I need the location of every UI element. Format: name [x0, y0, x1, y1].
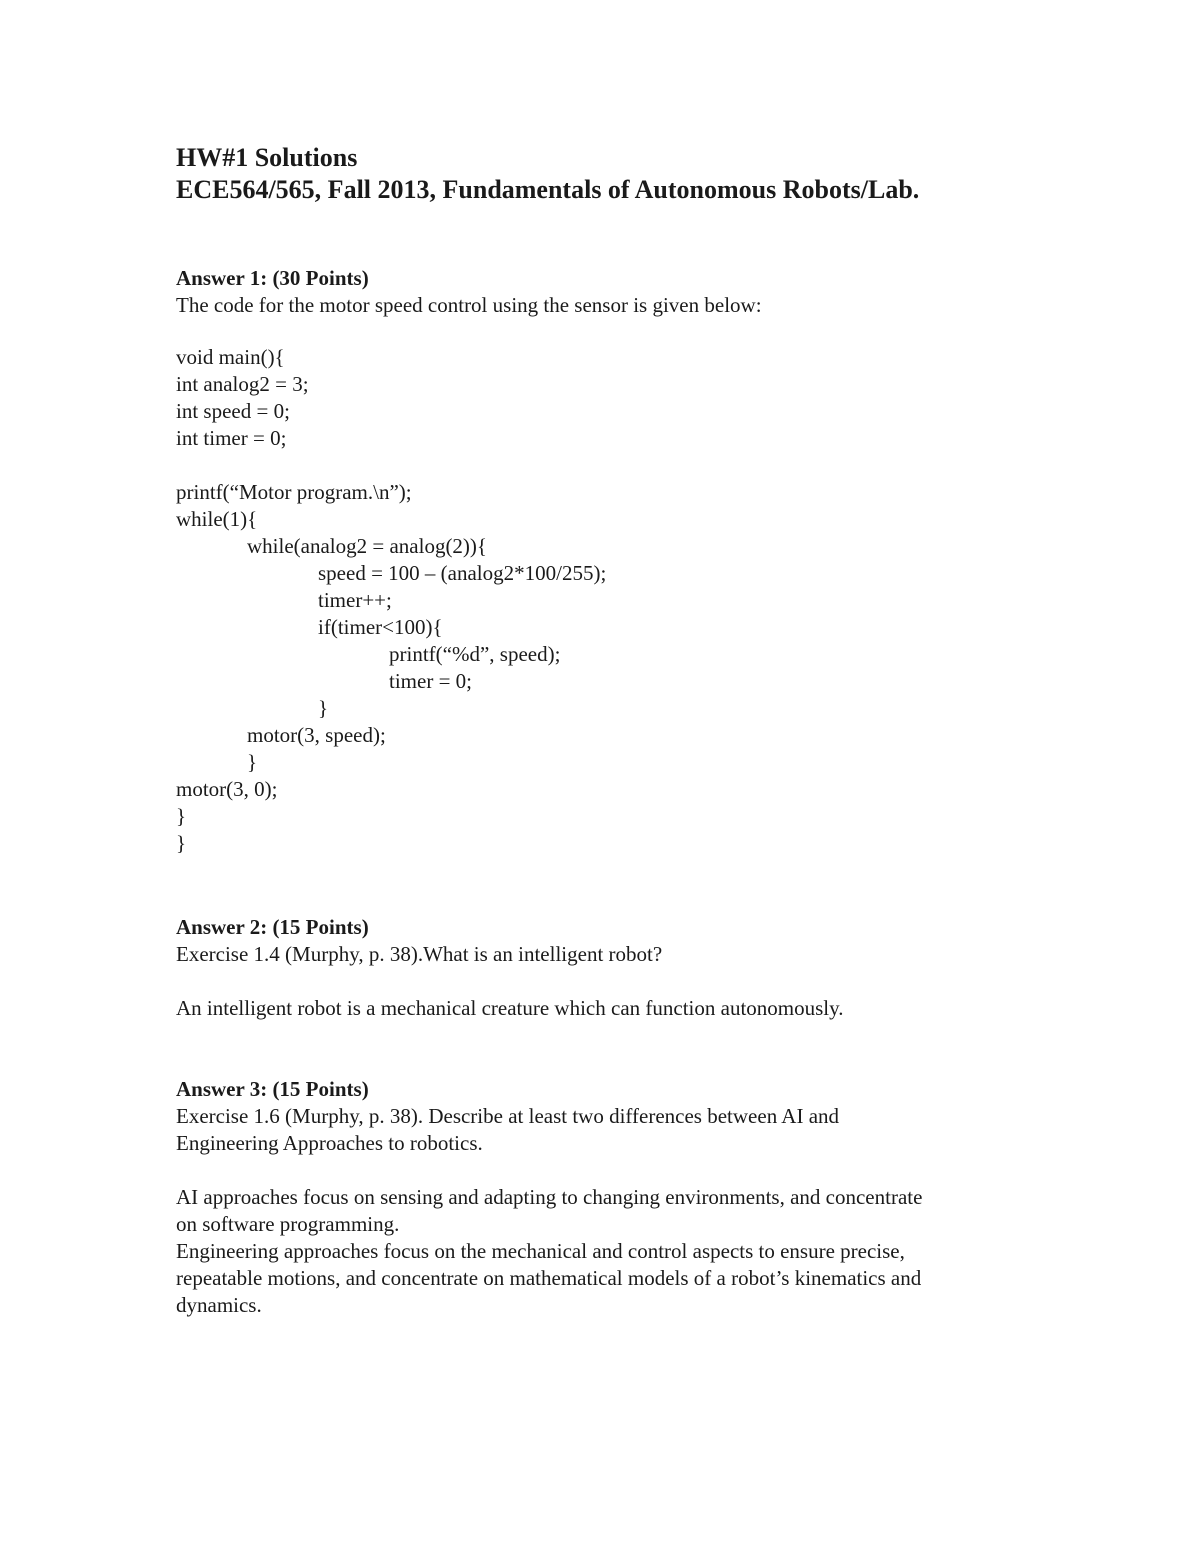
code-block [176, 344, 606, 857]
spacer [176, 1157, 1036, 1184]
answer-2-question: Exercise 1.4 (Murphy, p. 38).What is an intelligent robot? [176, 942, 663, 966]
code-line: } [176, 804, 187, 828]
code-line: while(analog2 = analog(2)){ [247, 534, 488, 558]
spacer [176, 968, 1036, 995]
answer-1-heading: Answer 1: (30 Points) [176, 266, 369, 290]
answer-1-section [176, 265, 1036, 319]
document-title: HW#1 Solutions [176, 143, 358, 172]
code-line: int speed = 0; [176, 399, 290, 423]
code-line: } [176, 831, 187, 855]
answer-3-eng-line-2: repeatable motions, and concentrate on mathematical models of a robot’s kinematics and [176, 1266, 922, 1290]
code-line: timer++; [318, 588, 392, 612]
code-line: if(timer<100){ [318, 615, 443, 639]
answer-3-eng-line-3: dynamics. [176, 1293, 262, 1317]
code-line: speed = 100 – (analog2*100/255); [318, 561, 607, 585]
answer-3-question-line-2: Engineering Approaches to robotics. [176, 1131, 483, 1155]
answer-2-section [176, 914, 1036, 1022]
answer-1-intro: The code for the motor speed control using the sensor is given below: [176, 293, 762, 317]
code-line: motor(3, speed); [247, 723, 386, 747]
code-line: printf(“Motor program.\n”); [176, 480, 412, 504]
answer-3-section [176, 1076, 1036, 1319]
answer-3-eng-line-1: Engineering approaches focus on the mechanical and control aspects to ensure precise, [176, 1239, 905, 1263]
code-line: printf(“%d”, speed); [389, 642, 561, 666]
code-line: void main(){ [176, 345, 285, 369]
code-line [176, 452, 606, 479]
answer-3-question-line-1: Exercise 1.6 (Murphy, p. 38). Describe at least two differences between AI and [176, 1104, 840, 1128]
title-block [176, 142, 919, 206]
code-line: while(1){ [176, 507, 258, 531]
answer-2-heading: Answer 2: (15 Points) [176, 915, 369, 939]
code-line: } [318, 696, 329, 720]
answer-3-heading: Answer 3: (15 Points) [176, 1077, 369, 1101]
code-line: int analog2 = 3; [176, 372, 309, 396]
document-subtitle: ECE564/565, Fall 2013, Fundamentals of Autonomous Robots/Lab. [176, 175, 920, 204]
code-line: motor(3, 0); [176, 777, 278, 801]
answer-3-ai-line-1: AI approaches focus on sensing and adapting to changing environments, and concentrate [176, 1185, 923, 1209]
code-line: timer = 0; [389, 669, 472, 693]
code-line: int timer = 0; [176, 426, 287, 450]
answer-2-text: An intelligent robot is a mechanical creature which can function autonomously. [176, 996, 844, 1020]
code-line: } [247, 750, 258, 774]
answer-3-ai-line-2: on software programming. [176, 1212, 400, 1236]
